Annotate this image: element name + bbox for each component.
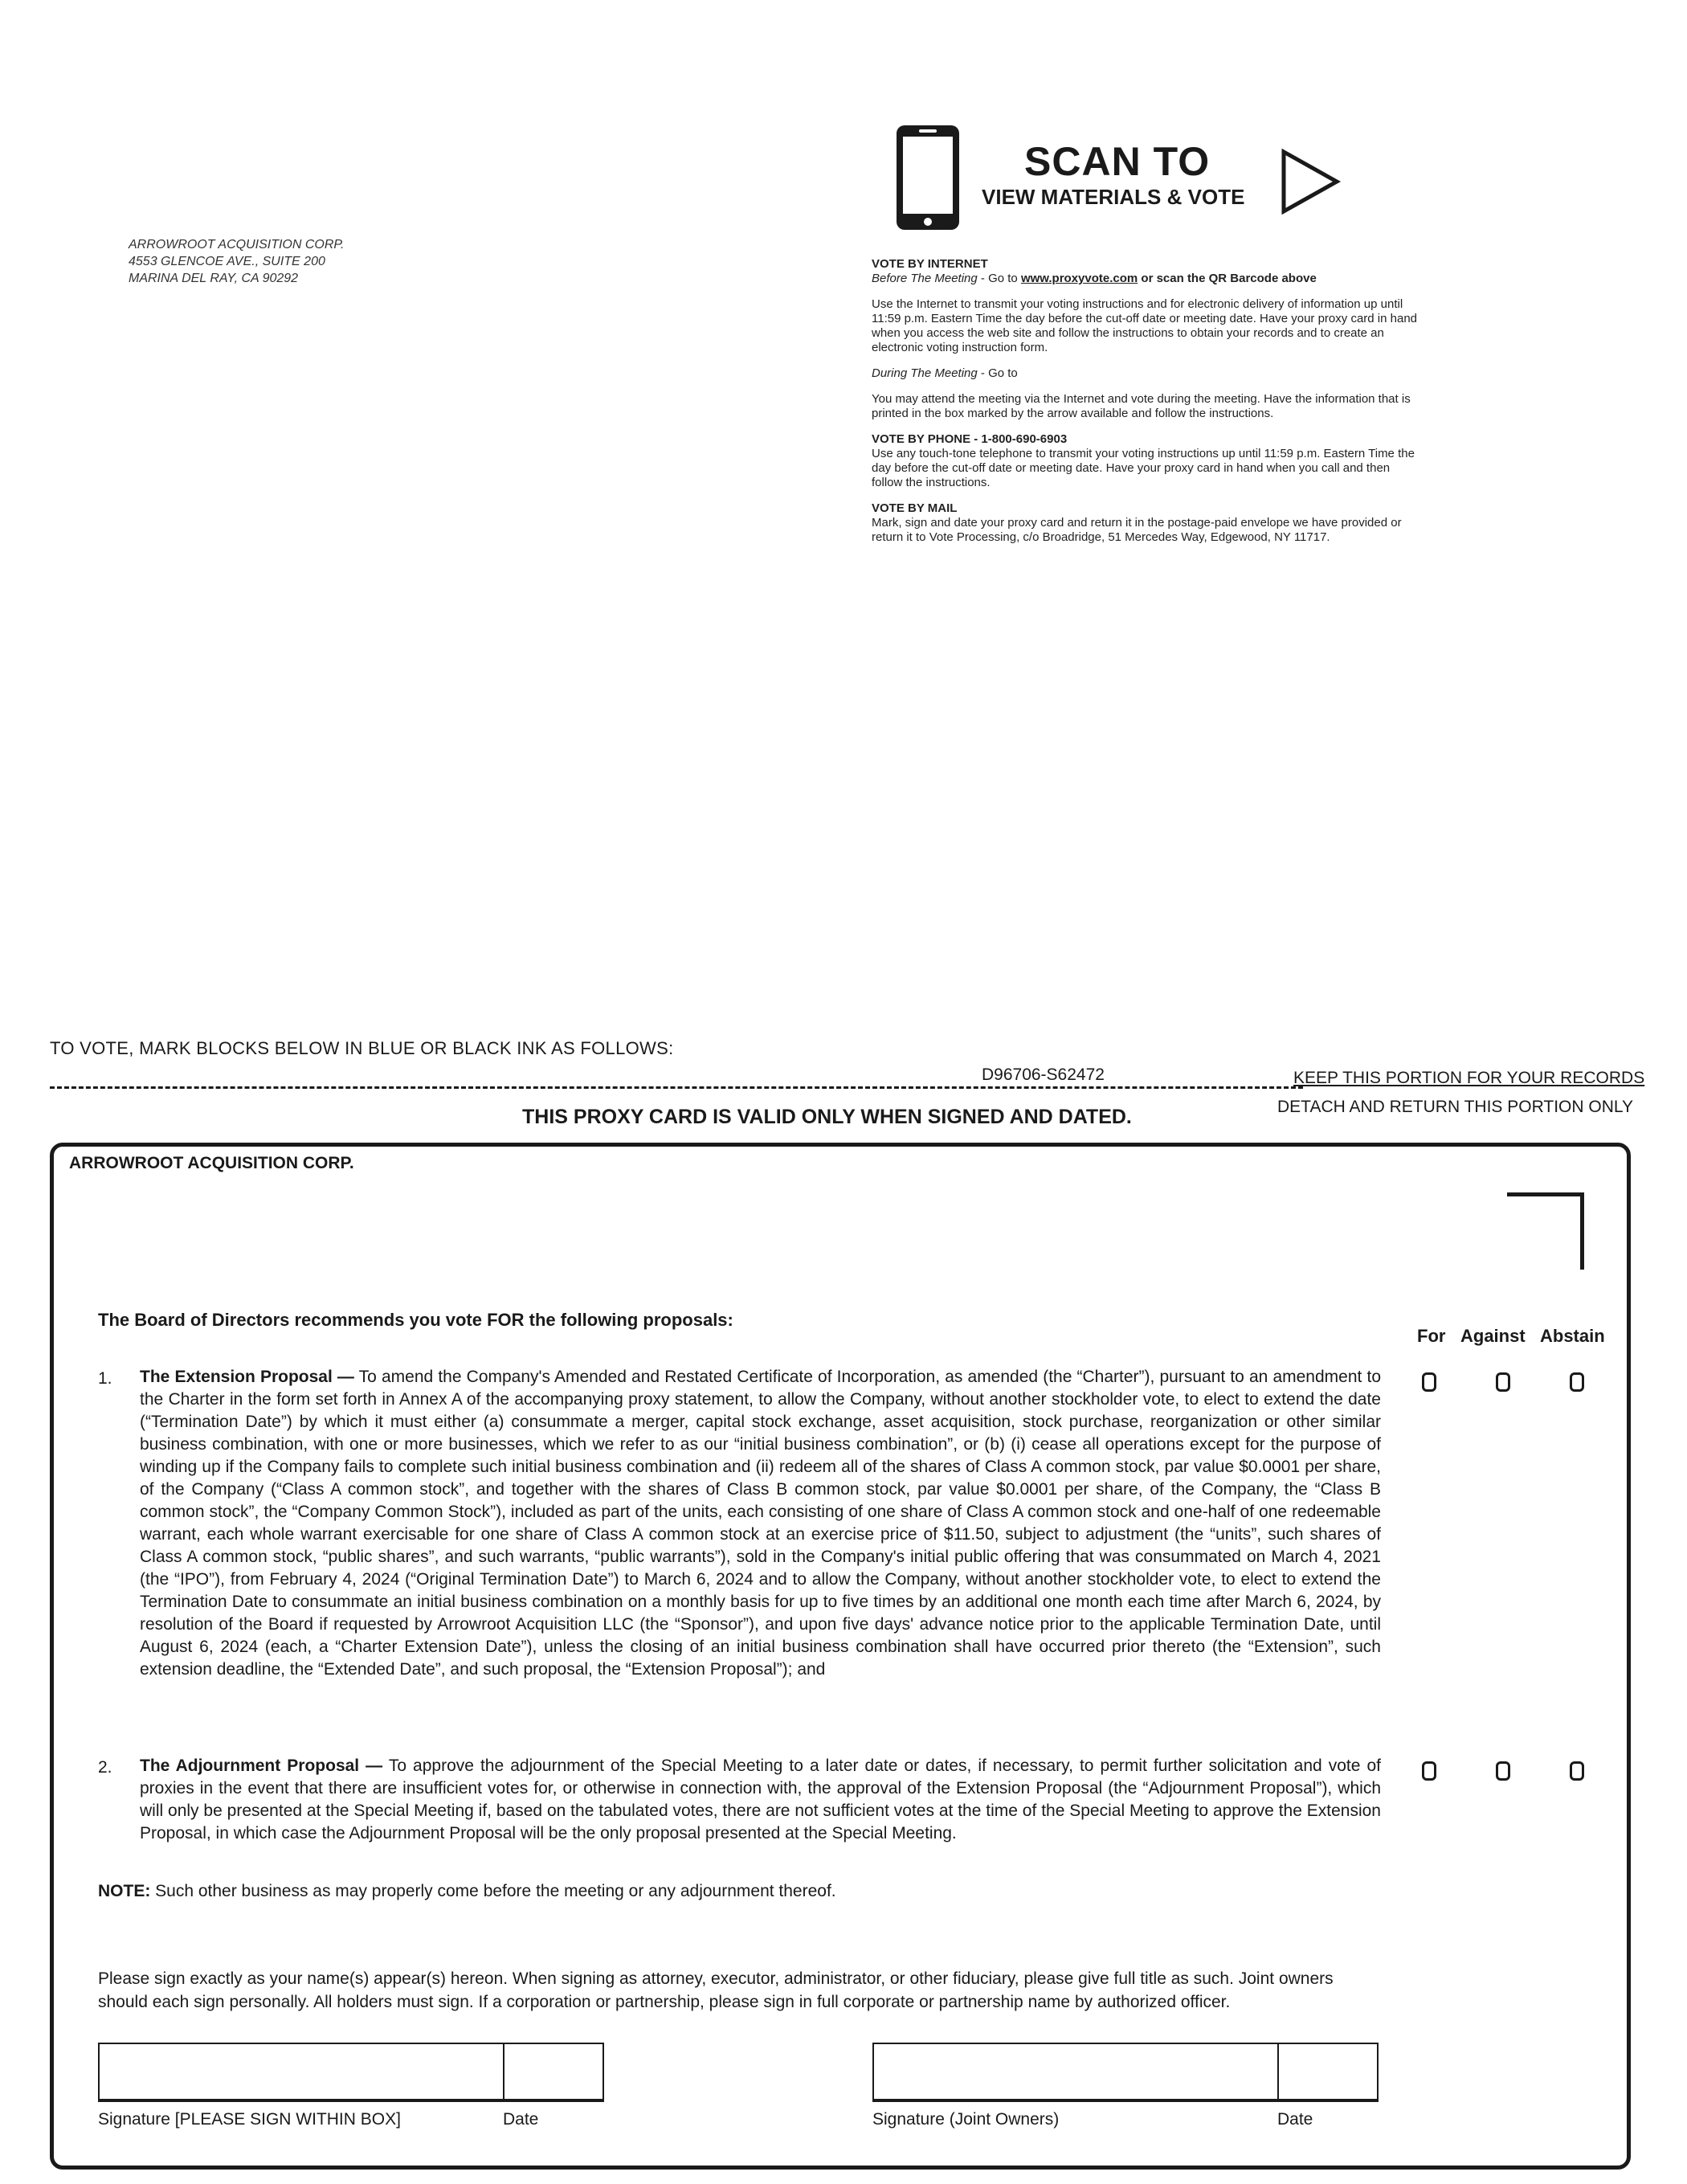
proposal1-against-checkbox[interactable] [1496,1372,1510,1392]
proposal-extension [140,1366,1381,1681]
joint-signature-label: Signature (Joint Owners) [872,2110,1060,2129]
before-meeting-goto: - Go to [977,272,1021,285]
voting-instructions [872,257,1422,545]
proposal-title: The Extension Proposal — [140,1368,354,1386]
proposal-number: 2. [98,1758,112,1777]
proposal2-abstain-checkbox[interactable] [1570,1761,1584,1781]
column-for: For [1417,1326,1446,1346]
corner-mark [1507,1192,1584,1270]
proposal2-against-checkbox[interactable] [1496,1761,1510,1781]
mail-heading: VOTE BY MAIL [872,501,958,515]
note-label: NOTE: [98,1882,151,1900]
control-number: D96706-S62472 [982,1065,1105,1084]
board-recommendation: The Board of Directors recommends you vote FOR the following proposals: [98,1310,733,1330]
company-name: ARROWROOT ACQUISITION CORP. [69,1154,354,1172]
return-address-line3: MARINA DEL RAY, CA 90292 [129,272,299,285]
proposal1-abstain-checkbox[interactable] [1570,1372,1584,1392]
return-address-line1: ARROWROOT ACQUISITION CORP. [129,238,345,252]
proposal-number: 1. [98,1369,112,1388]
column-against: Against [1460,1326,1526,1346]
during-meeting-label: During The Meeting [872,366,978,380]
during-meeting-goto: - Go to [977,366,1018,380]
detach-line [50,1086,1303,1089]
proxyvote-link[interactable]: www.proxyvote.com [1020,272,1138,285]
proposal-text: To amend the Company's Amended and Restated Certificate of Incorporation, as amended (the “Charter”), pursuant to an amendment to the Charter in the form set forth in Annex A of the accompanying proxy statement, to allow the Company, without another stockholder vote, to elect to extend the date (“Termination Date”) by which it must either (a) consummate a merger, capital stock exchange, asset acquisition, stock purchase, reorganization or other similar business combination, with one or more businesses, which we refer to as our “initial business combination”, or (b) (i) cease all operations except for the purpose of winding up if the Company fails to complete such initial business combination and (ii) redeem all of the shares of Class A common stock, par value $0.0001 per share, of the Company (“Class A common stock”, and together with the shares of Class B common stock, par value $0.0001 per share, of the Company, the “Class B common stock”, the “Company Common Stock”), included as part of the units, each consisting of one share of Class A common stock and one-half of one redeemable warrant, each whole warrant exercisable for one share of Class A common stock at an exercise price of $11.50, subject to adjustment (the “units”, such shares of Class A common stock, “public shares”, and such warrants, “public warrants”), sold in the Company's initial public offering that was consummated on March 4, 2021 (the “IPO”), from February 4, 2024 (“Original Termination Date”) to March 6, 2024 and to allow the Company, without another stockholder vote, to elect to extend the Termination Date to consummate an initial business combination on a monthly basis for up to five times by an additional one month each time after March 6, 2024, by resolution of the Board if requested by Arrowroot Acquisition LLC (the “Sponsor”), and upon five days' advance notice prior to the applicable Termination Date, until August 6, 2024 (each, a “Charter Extension Date”), unless the closing of an initial business combination shall have occurred prior thereto (the “Extension”, such extension deadline, the “Extended Date”, and such proposal, the “Extension Proposal”); and [140,1368,1381,1679]
internet-heading: VOTE BY INTERNET [872,257,988,271]
proposal2-for-checkbox[interactable] [1422,1761,1436,1781]
before-meeting-label: Before The Meeting [872,272,978,285]
column-abstain: Abstain [1540,1326,1605,1346]
return-address-line2: 4553 GLENCOE AVE., SUITE 200 [129,255,325,268]
during-body: You may attend the meeting via the Internet and vote during the meeting. Have the information that is printed in the box marked by the arrow available and follow the instructions. [872,392,1411,420]
internet-body: Use the Internet to transmit your voting instructions and for electronic delivery of information up until 11:59 p.m. Eastern Time the day before the cut-off date or meeting date. Have your proxy card in hand when you access the web site and follow the instructions to obtain your records and to create an electronic voting instruction form. [872,297,1417,354]
proposal-title: The Adjournment Proposal — [140,1757,383,1775]
joint-date-label: Date [1277,2110,1313,2129]
detach-portion-label: DETACH AND RETURN THIS PORTION ONLY [1277,1098,1633,1116]
during-meeting-line [872,366,1422,381]
before-meeting-line [872,272,1422,286]
note [98,1882,836,1901]
note-text: Such other business as may properly come before the meeting or any adjournment thereof. [150,1882,836,1900]
date-box[interactable] [503,2043,604,2102]
proposal-adjournment [140,1755,1381,1845]
before-meeting-tail: or scan the QR Barcode above [1138,272,1317,285]
signature-label: Signature [PLEASE SIGN WITHIN BOX] [98,2110,401,2129]
mail-body: Mark, sign and date your proxy card and return it in the postage-paid envelope we have provided or return it to Vote Processing, c/o Broadridge, 51 Mercedes Way, Edgewood, NY 11717. [872,516,1402,544]
scan-subtitle: VIEW MATERIALS & VOTE [982,185,1245,209]
keep-portion-label: KEEP THIS PORTION FOR YOUR RECORDS [1293,1069,1645,1087]
signing-instructions: Please sign exactly as your name(s) appear(s) hereon. When signing as attorney, executor, administrator, or other fiduciary, please give full title as such. Joint owners should each sign personally. All holders must sign. If a corporation or partnership, please sign in full corporate or partnership name by authorized officer. [98,1969,1334,2011]
phone-body: Use any touch-tone telephone to transmit your voting instructions up until 11:59 p.m. Eastern Time the day before the cut-off date or meeting date. Have your proxy card in hand when you call and then follow the instructions. [872,447,1415,489]
return-address [129,236,344,287]
valid-notice: THIS PROXY CARD IS VALID ONLY WHEN SIGNED AND DATED. [522,1106,1132,1128]
smartphone-icon [895,124,961,231]
phone-heading: VOTE BY PHONE - 1-800-690-6903 [872,432,1068,446]
joint-date-box[interactable] [1277,2043,1379,2102]
proposal-text: To approve the adjournment of the Special Meeting to a later date or dates, if necessary, to permit further solicitation and vote of proxies in the event that there are insufficient votes for, or otherwise in connection with, the approval of the Extension Proposal (the “Adjournment Proposal”), which will only be presented at the Special Meeting if, based on the tabulated votes, there are not sufficient votes at the time of the Special Meeting to approve the Extension Proposal, in which case the Adjournment Proposal will be the only proposal presented at the Special Meeting. [140,1757,1381,1842]
date-label: Date [503,2110,539,2129]
proposal1-for-checkbox[interactable] [1422,1372,1436,1392]
to-vote-instructions: TO VOTE, MARK BLOCKS BELOW IN BLUE OR BLACK INK AS FOLLOWS: [50,1038,674,1058]
arrow-right-icon [1281,149,1342,215]
scan-title: SCAN TO [1024,139,1211,184]
